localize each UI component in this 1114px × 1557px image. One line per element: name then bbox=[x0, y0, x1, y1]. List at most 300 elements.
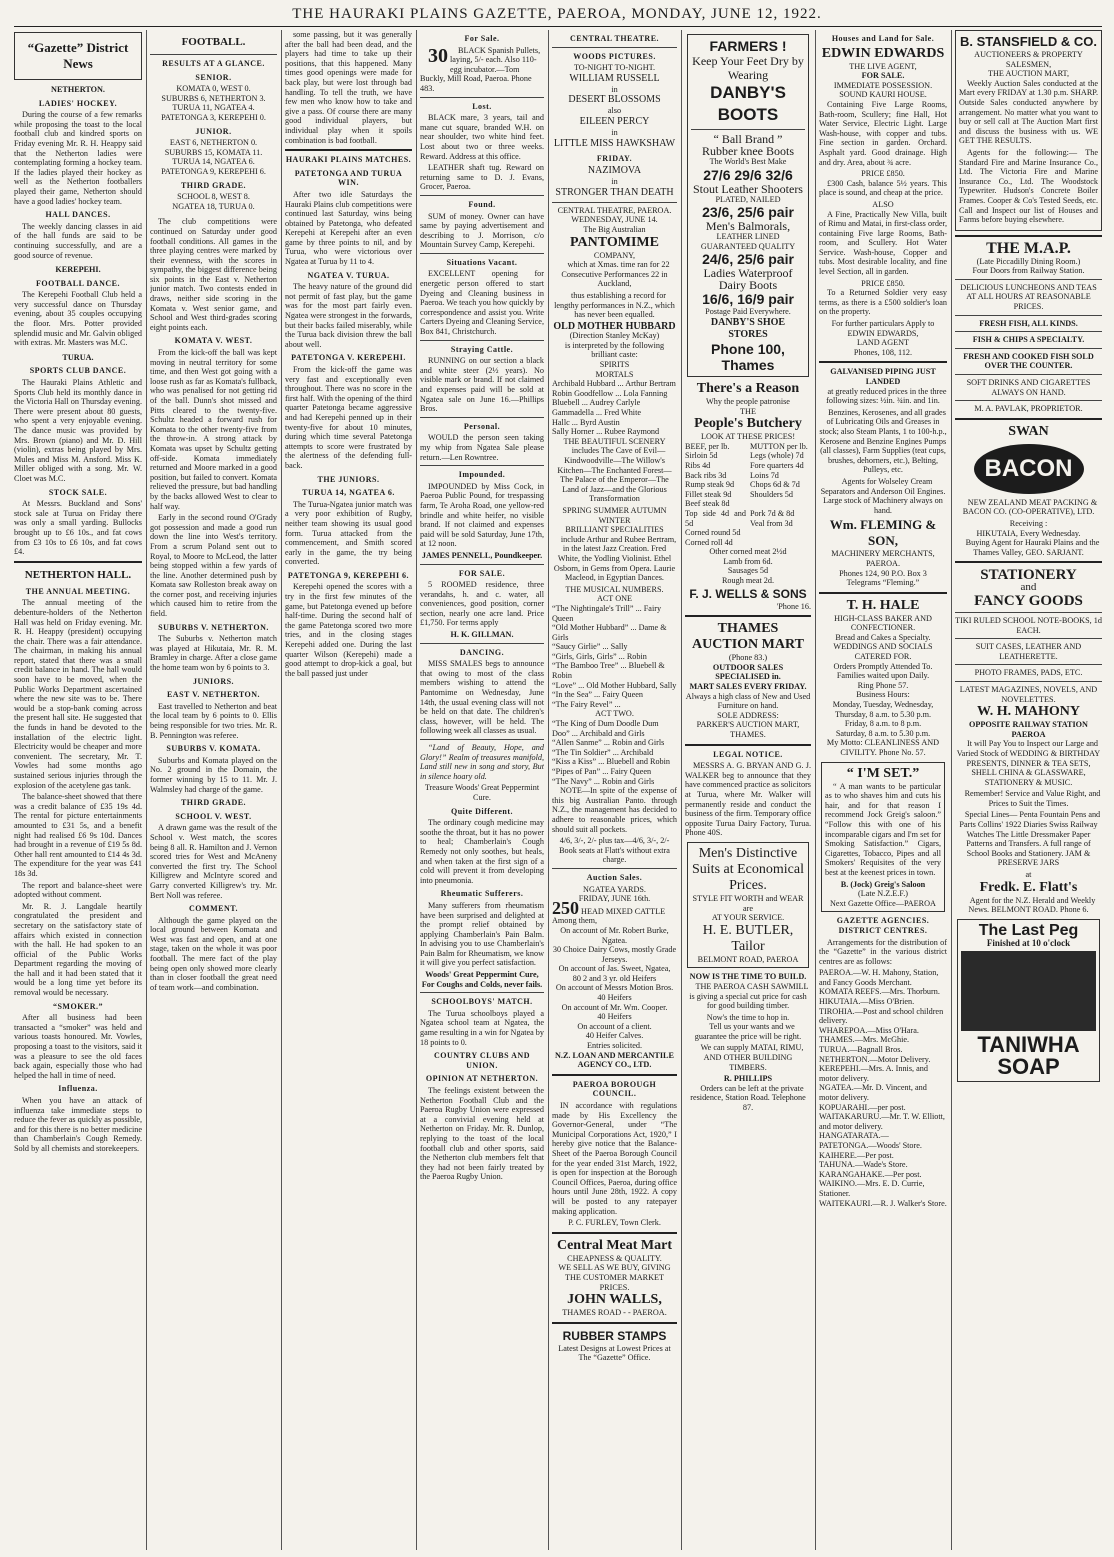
price-row: Beef steak 8d bbox=[685, 499, 730, 509]
column-danbys bbox=[685, 30, 811, 1550]
ad-line: LAND AGENT bbox=[856, 338, 910, 348]
article-text: some passing, but it was generally after the ball had been dead, and the players had time to take up their positions, that this happened. Many times good openings were made for back play, but were lost through bad handling. To tell the truth, we have few men who know how to take and give a pass. Of course there are many good individual players, but individual play when it spoils combination is bad football. bbox=[285, 30, 412, 145]
article-text: The report and balance-sheet were adopted without comment. bbox=[14, 880, 142, 900]
meat-mart-title: Central Meat Mart bbox=[556, 1237, 673, 1253]
agency-line: TIROHIA.—Post and school children delivery. bbox=[819, 1006, 944, 1026]
article-text: The balance-sheet showed that there was a credit balance of £35 19s 4d. The rental for picture entertainments amounted to £31 5s, and a benefit night had realised £6 9s 10d. Dances had brought in a revenue of £19 5s 8d. Other hall rent amounted to £14 4s 3d. The expenditure for the year was £41 18s 3d. bbox=[14, 792, 142, 878]
ad-line: The Big Australian bbox=[583, 224, 646, 234]
ad-headline: The Last Peg bbox=[978, 921, 1079, 939]
classified-body: BLACK Spanish Pullets, laying, 5/- each. Also 110-egg incubator.—Tom Buckly, Mill Road, Paeroa. Phone 483. bbox=[420, 45, 541, 93]
ad-line: The World's Best Make bbox=[709, 157, 787, 166]
price-line: 23/6, 25/6 pair bbox=[702, 204, 794, 221]
ad-line: Rubber knee Boots bbox=[702, 144, 794, 158]
score-line: TURUA 11, NGATEA 4. bbox=[172, 103, 255, 113]
article-heading: Quite Different. bbox=[450, 806, 514, 816]
ad-text: It will Pay You to Inspect our Large and Varied Stock of WEDDING & BIRTHDAY PRESENTS, DINNER & TEA SETS, SHELL CHINA & GLASSWARE, STATIONERY & MUSIC. bbox=[956, 739, 1101, 787]
poem: “Land of Beauty, Hope, and Glory!” Realm of treasures manifold, Land still new in song and story, But in silence hoary old. bbox=[420, 743, 544, 781]
divider bbox=[955, 561, 1102, 563]
price-row: Shoulders 5d bbox=[750, 489, 793, 499]
ad-line: GALVANISED PIPING JUST LANDED bbox=[830, 367, 936, 386]
ad-line: Phones 124, 90 P.O. Box 3 bbox=[839, 568, 927, 578]
article-heading: SUBURBS V. NETHERTON. bbox=[158, 622, 269, 632]
article-text: From the kick-off the ball was kept moving in neutral territory for some time, and then West got going with a loose rush as far as Komata's fullback, who was penalised for not getting rid of the ball. Dunn's shot missed and Pitts cleared to the twenty-five. Schultz headed a forward rush for Komata to the other twenty-five from the throw-in. A strong attack by Komata was upset by Schultz getting off-side. Komata immediately returned and Moore marked in a good position, but failed to convert. Komata relieved the pressure, but bad handling by the backs allowed West to clear to half way. bbox=[150, 348, 277, 511]
article-text: Mr. R. J. Langdale heartily congratulated the president and secretary on the satisfactory state of affairs which existed in connection with the hall. He had spoken to an official of the Public Works Department regarding the moving of the hall and it had been stated that it would be a long time yet before its removal would be necessary. bbox=[14, 901, 142, 998]
ad-text: Weekly Auction Sales conducted at the Mart every FRIDAY at 1.30 p.m. SHARP. Outside Sales conducted anywhere by arrangement. No matter what you want to buy or sell call at The Auction Mart first and discuss the business with us. WE GET THE RESULTS. bbox=[959, 78, 1098, 146]
song-line: “The King of Dum Doodle Dum Doo” ... Archibald and Girls bbox=[552, 719, 659, 738]
ad-text: Agent for the N.Z. Herald and Weekly News. BELMONT ROAD. Phone 6. bbox=[968, 895, 1096, 915]
film-title: STRONGER THAN DEATH bbox=[555, 186, 674, 198]
ad-line: BELMONT ROAD, PAEROA bbox=[697, 954, 799, 964]
divider bbox=[955, 279, 1102, 280]
classified-heading: DANCING. bbox=[459, 647, 505, 657]
ad-line: N.Z. LOAN AND MERCANTILE AGENCY CO., LTD. bbox=[555, 1050, 674, 1070]
ad-line: PARKER'S AUCTION MART, THAMES. bbox=[696, 720, 800, 739]
divider bbox=[420, 643, 544, 644]
ad-line: BRILLIANT SPECIALITIES bbox=[565, 525, 664, 535]
ad-line: PRICE £850. bbox=[861, 169, 905, 179]
ad-line: OUTDOOR SALES SPECIALISED in. bbox=[712, 662, 784, 682]
classified-heading: Situations Vacant. bbox=[446, 257, 518, 267]
score-line: SCHOOL 8, WEST 8. bbox=[177, 192, 250, 202]
agency-line: WAITAKARURU.—Mr. T. W. Elliott, and motor delivery. bbox=[819, 1112, 945, 1131]
song-line: “The Bamboo Tree” ... Bluebell & Robin bbox=[552, 661, 665, 681]
grade-heading: SENIOR. bbox=[195, 72, 232, 82]
danbys-ad bbox=[687, 34, 809, 377]
ad-line: (Direction Stanley McKay) bbox=[569, 331, 660, 341]
divider bbox=[955, 331, 1102, 332]
grade-heading: THIRD GRADE. bbox=[180, 180, 247, 190]
divider bbox=[420, 564, 544, 565]
price-row: Legs (whole) 7d bbox=[750, 451, 804, 461]
price-row: Back ribs 3d bbox=[685, 470, 727, 480]
article-text: The Kerepehi Football Club held a very successful dance on Thursday evening, about 35 couples occupying the floor. Mrs. Potter provided splendid music and Mr. Galvin obliged with extras. Mr. Masters was M.C. bbox=[14, 290, 142, 348]
cattle-count: 250 bbox=[552, 897, 579, 918]
butler-ad bbox=[687, 842, 809, 968]
ad-line: Stout Leather Shooters bbox=[693, 181, 803, 196]
article-text: Kerepehi opened the scores with a try in the first few minutes of the game, but Patetonga evened up before half-time. During the second half of the game Patetonga scored two more tries, and in the closing stages Kerepehi added one. During the last quarter Wilson (Kerepehi) made a good attempt to drop-kick a goal, but the ball passed just under bbox=[285, 582, 412, 678]
song-line: “Pipes of Pan” ... Fairy Queen bbox=[552, 767, 652, 776]
divider bbox=[691, 129, 805, 130]
ad-line: LATEST MAGAZINES, NOVELS, AND NOVELETTES. bbox=[959, 684, 1098, 704]
divider bbox=[819, 592, 947, 594]
ad-line: Now's the time to hop in. bbox=[706, 1012, 790, 1022]
classified-heading: FOR SALE. bbox=[458, 568, 506, 578]
article-heading: RESULTS AT A GLANCE. bbox=[162, 59, 265, 68]
article-title: NETHERTON HALL. bbox=[24, 568, 132, 581]
ad-line: SOFT DRINKS AND CIGARETTES ALWAYS ON HAND. bbox=[966, 378, 1091, 397]
article-text: Early in the second round O'Grady got possession and made a good run down the line into West's territory. From a scrum Poland sent out to Royal, to Moore to McLeod, the latter being stopped within a few yards of the line. Another determined push by Komata saw Rolleston break away on the corner post, and receiving injuries which caused him to retire from the field. bbox=[150, 513, 277, 619]
column-football-continued bbox=[285, 30, 412, 1550]
ad-line: Families waited upon Daily. bbox=[836, 671, 930, 681]
phillips-name: R. PHILLIPS bbox=[723, 1074, 773, 1084]
ad-text: THE PAEROA CASH SAWMILL is giving a special cut price for cash for good building timber. bbox=[689, 981, 809, 1011]
article-text: When you have an attack of influenza take immediate steps to reduce the fever as quickly as possible, and for this there is no better medicine than Chamberlain's Cough Remedy. Sold by all chemists and storekeepers. bbox=[14, 1096, 142, 1153]
article-text: The annual meeting of the debenture-holders of the Netherton Hall was held on Friday evening. Mr. R. H. Heappy (president) occupying the chair. There was a fair attendance. The chairman, in making his annual report, stated that there was a small credit balance in hand. The hall would soon have to be moved, when the Public Works Department ascertained where the new site was to be. There would be a stop-bank coming across the present hall site. He suggested that the funds in hand be devoted to the installation of the electric light. Electricity would be cheaper and more convenient. The secretary, Mr. T. Vowles had some months ago sustained serious injuries through the explosion of the acetylene gas tank. bbox=[14, 598, 142, 790]
price-row: Sirloin 5d bbox=[685, 451, 718, 461]
agency-line: PAEROA.—W. H. Mahony, Station, and Fancy Goods Merchant. bbox=[819, 968, 939, 987]
agency-line: PATETONGA.—Woods' Store. bbox=[819, 1140, 922, 1150]
column-stansfield bbox=[955, 30, 1102, 1550]
ad-line: STYLE FIT WORTH and WEAR bbox=[692, 893, 804, 903]
divider bbox=[552, 47, 677, 48]
ad-line: FOR SALE. bbox=[861, 71, 905, 81]
article-heading: PATETONGA 9, KEREPEHI 6. bbox=[287, 570, 410, 580]
stationery-title: STATIONERY bbox=[980, 567, 1077, 584]
ad-line: Ring Phone 57. bbox=[857, 680, 909, 690]
divider bbox=[955, 235, 1102, 237]
ad-line: (Late N.Z.E.F.) bbox=[857, 889, 909, 899]
ad-line: Receiving : bbox=[1009, 519, 1048, 528]
divider bbox=[150, 54, 277, 55]
article-text: The Turua-Ngatea junior match was a very poor exhibition of Rugby, neither team showing its usual good form. Turua attacked from the commencement, and Smith scored early in the game, the try being converted. bbox=[285, 499, 412, 567]
ad-line: Postage Paid Everywhere. bbox=[705, 307, 791, 317]
song-line: “In the Sea” ... Fairy Queen bbox=[552, 690, 643, 700]
ad-text: Agents for the following:— The Standard Fire and Marine Insurance Co., Ltd. The Victoria Fire and Marine Insurance Co., Ltd. The Woodstock Typewriter. Hudson's Concrete Boiler Frames. Cooper & Co's Tested Seeds, etc. Call and Inspect our list of Houses and Farms before buying elsewhere. bbox=[959, 147, 1098, 225]
divider bbox=[420, 340, 544, 341]
price-row: Fillet steak 9d bbox=[685, 489, 732, 499]
agency-line: KEREPEHI.—Mrs. A. Innis, and motor delivery. bbox=[819, 1064, 928, 1083]
section-heading: TURUA. bbox=[62, 352, 94, 362]
divider bbox=[955, 400, 1102, 401]
article-text: From the kick-off the game was very fast and exceptionally even throughout. There was no score in the first half. With the opening of the third quarter Patetonga became aggressive and had Kerepehi penned up in their twenty-five for about 10 minutes, during which time several Patetonga attempts to score were frustrated by the alertness of the defending full-back. bbox=[285, 365, 412, 470]
taniwha-illustration bbox=[961, 951, 1096, 1031]
article-heading: SCHOOL V. WEST. bbox=[175, 811, 252, 821]
score-line: TURUA 14, NGATEA 6. bbox=[172, 157, 255, 167]
ad-line: Latest Designs at Lowest Prices at The “Gazette” Office. bbox=[558, 1343, 671, 1363]
ad-line: IMMEDIATE POSSESSION. bbox=[833, 80, 933, 90]
ad-text: includes The Cave of Evil—Kindwoodville—The Willow's Kitchen—The Enchanted Forest—The Palace of the Emperor—The Land of Jazz—and the Glorious Transformation bbox=[557, 446, 672, 504]
film-star: NAZIMOVA bbox=[587, 165, 642, 177]
district-news-banner bbox=[14, 32, 142, 80]
column-divider bbox=[416, 30, 417, 1550]
hale-name: T. H. HALE bbox=[846, 597, 920, 613]
article-text: The Turua schoolboys played a Ngatea school team at Ngatea, the game resulting in a win for Ngatea by 18 points to 0. bbox=[420, 1008, 544, 1047]
song-line: “Love” ... Old Mother Hubbard, Sally bbox=[552, 680, 677, 690]
article-subheading: PATETONGA AND TURUA WIN. bbox=[294, 168, 403, 188]
notice-heading: LEGAL NOTICE. bbox=[713, 749, 783, 759]
ad-line: is interpreted by the following brilliant caste: bbox=[564, 340, 665, 360]
ad-line: TIKI RULED SCHOOL NOTE-BOOKS, 1d EACH. bbox=[955, 615, 1102, 635]
ad-line: THE BEAUTIFUL SCENERY bbox=[563, 436, 666, 446]
ad-line: SUIT CASES, LEATHER AND LEATHERETTE. bbox=[975, 642, 1082, 661]
article-heading: THE ANNUAL MEETING. bbox=[25, 586, 131, 596]
classified-heading: Lost. bbox=[472, 101, 492, 111]
price-row: Fore quarters 4d bbox=[750, 460, 804, 470]
ad-line: LEATHER LINED GUARANTEED QUALITY bbox=[700, 232, 796, 251]
ad-line: PLATED, NAILED bbox=[715, 194, 781, 204]
price-row: Pork 7d & 8d bbox=[750, 508, 795, 518]
hours-line: Thursday, 8 a.m. to 5.30 p.m. bbox=[834, 709, 932, 719]
article-heading: HALL DANCES. bbox=[45, 210, 111, 220]
ad-line: Always a high class of New and Used Furniture on hand. bbox=[685, 691, 811, 711]
divider bbox=[955, 315, 1102, 316]
beef-prices bbox=[685, 442, 746, 548]
poem-attribution: Treasure Woods' Great Peppermint Cure. bbox=[424, 783, 540, 802]
ad-text: Tell us your wants and we guarantee the price will be right. bbox=[694, 1022, 802, 1041]
ad-line: M. A. PAVLAK, PROPRIETOR. bbox=[974, 404, 1083, 414]
ad-line: Entries solicited. bbox=[586, 1041, 643, 1051]
ad-line: Rough meat 2d. bbox=[721, 576, 775, 586]
grade-heading: JUNIOR. bbox=[195, 126, 232, 136]
article-heading: “SMOKER.” bbox=[52, 1001, 104, 1011]
price-row: Corned roll 4d bbox=[685, 537, 733, 547]
agency-line: KAIHERE.—Per post. bbox=[819, 1150, 894, 1160]
ad-line: THE AUCTION MART, bbox=[988, 69, 1069, 79]
wells-name: F. J. WELLS & SONS bbox=[689, 586, 807, 601]
pantomime-title: PANTOMIME bbox=[570, 234, 659, 250]
cattle-line: 30 Choice Dairy Cows, mostly Grade Jerseys. bbox=[552, 945, 677, 964]
divider bbox=[420, 739, 544, 740]
divider bbox=[955, 374, 1102, 375]
score-line: PATETONGA 3, KEREPEHI 0. bbox=[161, 112, 266, 122]
column-classifieds bbox=[420, 30, 544, 1550]
article-subheading: OPINION AT NETHERTON. bbox=[425, 1074, 539, 1084]
classified-heading: Impounded. bbox=[458, 470, 506, 480]
masthead-rule bbox=[14, 26, 1102, 27]
agency-line: NETHERTON.—Motor Delivery. bbox=[819, 1054, 931, 1064]
agency-line: NGATEA.—Mr. D. Vincent, and motor delivery. bbox=[819, 1083, 927, 1102]
divider bbox=[14, 561, 142, 563]
article-heading: KOMATA V. WEST. bbox=[174, 336, 253, 346]
agency-line: KARANGAHAKE.—Per post. bbox=[819, 1169, 922, 1179]
price-row: Chops 6d & 7d bbox=[750, 480, 800, 490]
ad-line: THE MUSICAL NUMBERS. bbox=[565, 584, 664, 594]
notice-heading: PAEROA BOROUGH COUNCIL. bbox=[572, 1079, 657, 1099]
ad-line: SPIRITS bbox=[599, 360, 630, 370]
price-header: MUTTON per lb. bbox=[750, 441, 808, 451]
divider bbox=[420, 992, 544, 993]
divider bbox=[955, 612, 1102, 613]
article-heading: FOOTBALL DANCE. bbox=[36, 278, 120, 288]
film-star: WILLIAM RUSSELL bbox=[569, 72, 660, 84]
score-line: KOMATA 0, WEST 0. bbox=[176, 84, 251, 94]
hours-line: Friday, 8 a.m. to 8 p.m. bbox=[844, 719, 922, 729]
classified-heading: Houses and Land for Sale. bbox=[831, 34, 935, 43]
ad-line: ACT TWO. bbox=[595, 709, 634, 719]
divider bbox=[955, 638, 1102, 639]
divider bbox=[955, 681, 1102, 682]
ad-heading: FRIDAY. bbox=[596, 153, 633, 163]
classified-heading: Auction Sales. bbox=[586, 872, 643, 882]
section-heading: THIRD GRADE. bbox=[180, 798, 247, 808]
article-text: The feelings existent between the Netherton Football Club and the Paeroa Rugby Union were expressed at a convivial evening held at Netherton on Friday. Mr. R. Dunlop, replying to the toast of the local football club and other sports, said the Netherton club members felt that they had not been fairly treated by the Paeroa Rugby Union. bbox=[420, 1086, 544, 1182]
ad-line: OPPOSITE RAILWAY STATION PAEROA bbox=[969, 720, 1088, 739]
column-football bbox=[150, 30, 277, 1550]
divider bbox=[552, 1322, 677, 1324]
column-theatre bbox=[552, 30, 677, 1550]
agency-line: THAMES.—Mrs. McGhie. bbox=[819, 1035, 910, 1045]
score-line: SUBURBS 6, NETHERTON 3. bbox=[161, 93, 266, 103]
ad-line: Men's Balmorals, bbox=[705, 219, 791, 234]
article-text: Many sufferers from rheumatism have been surprised and delighted at the prompt relief obtained by applying Chamberlain's Pain Balm. In advising you to use Chamberlain's Pain Balm for Rheumatism, we know it will give you perfect satisfaction. bbox=[420, 900, 544, 968]
ad-line: FRESH FISH, ALL KINDS. bbox=[979, 318, 1078, 328]
ad-line: Finished at 10 o'clock bbox=[986, 937, 1071, 948]
ad-line: Other corned meat 2½d bbox=[709, 547, 787, 557]
article-heading: HAURAKI PLAINS MATCHES. bbox=[285, 155, 412, 165]
signature: P. C. FURLEY, Town Clerk. bbox=[568, 1218, 661, 1228]
ad-heading: WOODS PICTURES. bbox=[573, 51, 656, 61]
article-text: Suburbs and Komata played on the No. 2 ground in the Domain, the former winning by 15 to 11. Mr. J. Walmsley had charge of the game. bbox=[150, 755, 277, 794]
column-district-news bbox=[14, 30, 142, 1550]
football-title: FOOTBALL. bbox=[181, 36, 246, 48]
ad-text: Agents for Wolseley Cream Separators and Anderson Oil Engines. Large stock of Machinery always on hand. bbox=[820, 476, 946, 515]
stansfield-name: B. STANSFIELD & CO. bbox=[960, 34, 1097, 49]
article-text: Although the game played on the local ground between Komata and West was fast and open, and at one stage, taken on the whole it was poor football. The mere fact of the play being open only showed more clearly than in closer football the great need of team work—and combination. bbox=[150, 915, 277, 992]
ad-line: Lamb from 6d. bbox=[723, 556, 773, 566]
article-text: After all business had been transacted a “smoker” was held and various toasts honoured. Mr. Vowles, proposing a toast to the visitors, said it was a pleasure to see the old faces back again, especially those who had helped the hall in time of need. bbox=[14, 1013, 142, 1080]
ad-line: Sausages 5d bbox=[727, 566, 769, 576]
article-text: At Messrs. Buckland and Sons' stock sale at Turua on Friday there was only a small yarding. Bullocks brought up to £6 10s., and fat cows from £3 10s to £6 10s, and fat cows £4. bbox=[14, 499, 142, 557]
notice-text: MESSRS A. G. BRYAN AND G. J. WALKER beg to announce that they have commenced practice as solicitors at Turua, where Mr. Walker will permanently reside and conduct the business of the firm. Temporary office opposite Turua Dairy Factory, Turua. Phone 40S. bbox=[685, 761, 811, 838]
greig-ad bbox=[821, 762, 945, 913]
cast-line: Robin Goodfellow ... Lola Fanning bbox=[552, 388, 668, 398]
agency-line: KOMATA REEFS.—Mrs. Thorburn. bbox=[819, 987, 940, 997]
mutton-prices bbox=[750, 442, 811, 548]
cast-line: Gammadella ... Fred White bbox=[552, 408, 641, 418]
ad-line: (Late Piccadilly Dining Room.) bbox=[976, 256, 1081, 266]
classified-text bbox=[420, 46, 544, 94]
ad-line: FISH & CHIPS A SPECIALTY. bbox=[972, 335, 1085, 345]
ad-line: THE LIVE AGENT, bbox=[849, 61, 917, 71]
article-heading: TURUA 14, NGATEA 6. bbox=[302, 488, 395, 498]
swan-title: SWAN bbox=[1008, 423, 1049, 439]
column-divider bbox=[815, 30, 816, 1550]
ad-line: For further particulars Apply to bbox=[831, 319, 935, 329]
cattle-line: On account of a client. bbox=[577, 1021, 652, 1031]
column-edwards bbox=[819, 30, 947, 1550]
column-divider bbox=[681, 30, 682, 1550]
ad-line: ACT ONE bbox=[596, 594, 633, 604]
ad-line: and bbox=[1020, 581, 1037, 594]
classified-heading: Found. bbox=[468, 199, 496, 209]
divider bbox=[420, 195, 544, 196]
butchery-name: People's Butchery bbox=[694, 416, 802, 432]
greig-name: B. (Jock) Greig's Saloon bbox=[840, 879, 926, 889]
divider bbox=[420, 465, 544, 466]
article-heading: SCHOOLBOYS' MATCH. bbox=[431, 997, 533, 1007]
ad-line: Keep Your Feet Dry by Wearing bbox=[692, 54, 804, 82]
ad-line: 'Phone 16. bbox=[776, 601, 811, 611]
ad-line: Orders Promptly Attended To. bbox=[833, 661, 933, 671]
classified-text: RUNNING on our section a black and white steer (2½ years). No visible mark or brand. If not claimed and expenses paid will be sold at Ngatea sale on June 16.—Phillips Bros. bbox=[420, 356, 544, 414]
cast-line: Bluebell ... Audrey Carlyle bbox=[552, 398, 641, 408]
ad-line: COMPANY, bbox=[593, 250, 636, 260]
ad-line: MORTALS bbox=[595, 369, 634, 379]
ad-line: Ladies Waterproof Dairy Boots bbox=[703, 266, 793, 293]
ad-line: AUCTIONEERS & PROPERTY SALESMEN, bbox=[974, 50, 1083, 69]
classified-text: BLACK mare, 3 years, tail and mane cut square, branded W.H. on near shoulder, two white hind feet. Lost about two or three weeks. Reward. Address at this office. bbox=[420, 113, 544, 161]
prices: 4/6, 3/-, 2/- plus tax—4/6, 3/-, 2/- bbox=[559, 836, 670, 846]
article-heading: NGATEA V. TURUA. bbox=[307, 270, 390, 280]
mahony-name: W. H. MAHONY bbox=[977, 704, 1080, 720]
article-heading: LADIES' HOCKEY. bbox=[38, 98, 118, 108]
ad-text: “ A man wants to be particular as to who shaves him and cuts his hair, and for that reason I recommend Jock Greig's saloon.” “Follow this with one of his incomparable cigars and I'm set for Smoking Satisfaction.” Cigars, Cigarettes, Tobacco, Pipes and all Smokers' Requisites of the very best at the keenest prices in town. bbox=[825, 781, 941, 877]
article-text: During the course of a few remarks while proposing the toast to the local football club and kindred sports on Friday evening Mr. R. H. Heappy said that the Netherton ladies were contemplating forming a hockey team. If the ladies played their hockey as well as the Netherton footballers played their game, Netherton should have a good ladies' hockey team. bbox=[14, 110, 142, 206]
score-line: NGATEA 18, TURUA 0. bbox=[172, 201, 255, 211]
ad-line: at bbox=[1025, 870, 1032, 880]
cast-line: Hallc ... Byrd Austin bbox=[552, 417, 620, 427]
ad-line: Business Hours: bbox=[856, 690, 910, 700]
divider bbox=[420, 253, 544, 254]
fancy-goods-title: FANCY GOODS bbox=[974, 592, 1083, 609]
signature: H. K. GILLMAN. bbox=[450, 630, 514, 640]
ad-line: MART SALES EVERY FRIDAY. bbox=[689, 682, 807, 692]
film-star: EILEEN PERCY bbox=[579, 115, 650, 127]
ad-line: WEDDINGS AND SOCIALS CATERED FOR. bbox=[833, 642, 933, 662]
danbys-logo: DANBY'S BOOTS bbox=[710, 83, 786, 124]
theatre-name: CENTRAL THEATRE. bbox=[569, 34, 660, 43]
ad-text: Benzines, Kerosenes, and all grades of Lubricating Oils and Greases in stock; also Steam Plants, 1 to 100-h.p., Kerosene and Benzine Engines Pumps (all classes), Farm Supplies (teat cups, brushes, dehorners, etc.), Belting, Pulleys, etc. bbox=[819, 407, 947, 475]
ad-headline: FARMERS ! bbox=[709, 38, 787, 54]
phone-line: Phone 100, Thames bbox=[711, 340, 785, 373]
article-heading: Influenza. bbox=[58, 1084, 98, 1094]
article-heading: SUBURBS V. KOMATA. bbox=[166, 744, 261, 754]
ad-text: £300 Cash, balance 5½ years. This place is sound, and cheap at the price. bbox=[819, 178, 947, 198]
cattle-text: HEAD MIXED CATTLE Among them, bbox=[552, 906, 666, 926]
ad-line: THE bbox=[740, 406, 756, 416]
song-line: “The Navy” ... Robin and Girls bbox=[552, 776, 655, 786]
cattle-line: On account of Mr. Robert Burke, Ngatea. bbox=[560, 925, 669, 945]
ad-line: Phones, 108, 112. bbox=[853, 347, 913, 357]
price-header: BEEF, per lb. bbox=[685, 441, 730, 451]
agency-line: KOPUARAHI.—per post. bbox=[819, 1102, 906, 1112]
masthead: THE HAURAKI PLAINS GAZETTE, PAEROA, MONDAY, JUNE 12, 1922. bbox=[292, 6, 822, 22]
ad-headline: There's a Reason bbox=[696, 380, 800, 396]
film-title: DESERT BLOSSOMS bbox=[568, 94, 661, 106]
ad-text: Remember! Service and Value Right, and Prices to Suit the Times. bbox=[964, 789, 1101, 808]
cattle-line: On account of Messrs Motion Bros. bbox=[555, 983, 674, 993]
ad-line: PHOTO FRAMES, PADS, ETC. bbox=[974, 668, 1083, 678]
ad-line: in bbox=[611, 127, 618, 137]
divider bbox=[819, 361, 947, 363]
score-line: PATETONGA 9, KEREPEHI 6. bbox=[161, 166, 266, 176]
classified-text: 5 ROOMED residence, three verandahs, h. and c. water, all conveniences, good position, corner section, nearly one acre land. Price £1,750. For terms apply bbox=[420, 580, 544, 628]
divider bbox=[685, 615, 811, 617]
taniwha-ad bbox=[957, 919, 1100, 1083]
ad-text: To a Returned Soldier very easy terms, as there is a £500 soldier's loan on the property. bbox=[819, 288, 947, 317]
notice-text: Arrangements for the distribution of the “Gazette” in the various district centres are as follows: bbox=[819, 937, 947, 966]
ad-line: CHEAPNESS & QUALITY. bbox=[567, 1253, 662, 1263]
column-divider bbox=[281, 30, 282, 1550]
price-table bbox=[685, 442, 811, 548]
divider bbox=[552, 1074, 677, 1076]
agency-line: TURUA.—Bagnall Bros. bbox=[819, 1045, 903, 1055]
ad-line: Four Doors from Railway Station. bbox=[972, 266, 1085, 276]
divider bbox=[552, 1232, 677, 1234]
ad-line: THAMES ROAD - - PAEROA. bbox=[562, 1308, 667, 1318]
ad-text: Buying Agent for Hauraki Plains and the Thames Valley, GEO. SARJANT. bbox=[965, 538, 1100, 557]
cast-line: Sally Horner ... Rubee Raymond bbox=[552, 427, 660, 437]
stansfield-ad bbox=[955, 30, 1102, 231]
hours-line: Monday, Tuesday, Wednesday, bbox=[832, 700, 934, 710]
map-name: THE M.A.P. bbox=[986, 239, 1071, 257]
ad-line: “ Ball Brand ” bbox=[713, 132, 783, 146]
price-row: Top side 4d and 5d bbox=[685, 508, 746, 528]
classified-heading: Personal. bbox=[463, 421, 501, 431]
song-line: “Girls, Girls, Girls” ... Robin bbox=[552, 651, 647, 661]
ad-line: EDWIN EDWARDS, bbox=[847, 328, 919, 338]
ad-line: AT YOUR SERVICE. bbox=[711, 913, 785, 923]
classified-text: LEATHER shaft tug. Reward on returning same to D. J. Evans, Grocer, Paeroa. bbox=[420, 163, 544, 192]
article-text: The club competitions were continued on Saturday under good football conditions. All games in the three playing centres were marked by their evenness, with the scores in sympathy, the biggest difference being six points in the East v. Netherton junior match. Two contests ended in draws, neither side scoring in the Komata v. West senior game, and School and West third-grades scoring eight points each. bbox=[150, 217, 277, 332]
article-heading: STOCK SALE. bbox=[48, 487, 108, 497]
ad-headline: “ I'M SET.” bbox=[846, 765, 920, 781]
score-line: EAST 6, NETHERTON 0. bbox=[169, 138, 258, 148]
agency-line: WHAREPOA.—Miss O'Hara. bbox=[819, 1025, 919, 1035]
article-text: The weekly dancing classes in aid of the hall funds are said to be continuing successfully, and are a good source of revenue. bbox=[14, 221, 142, 260]
cattle-line: 40 Heifers bbox=[597, 993, 632, 1003]
song-line: “Allen Sanme” ... Robin and Girls bbox=[552, 738, 665, 748]
